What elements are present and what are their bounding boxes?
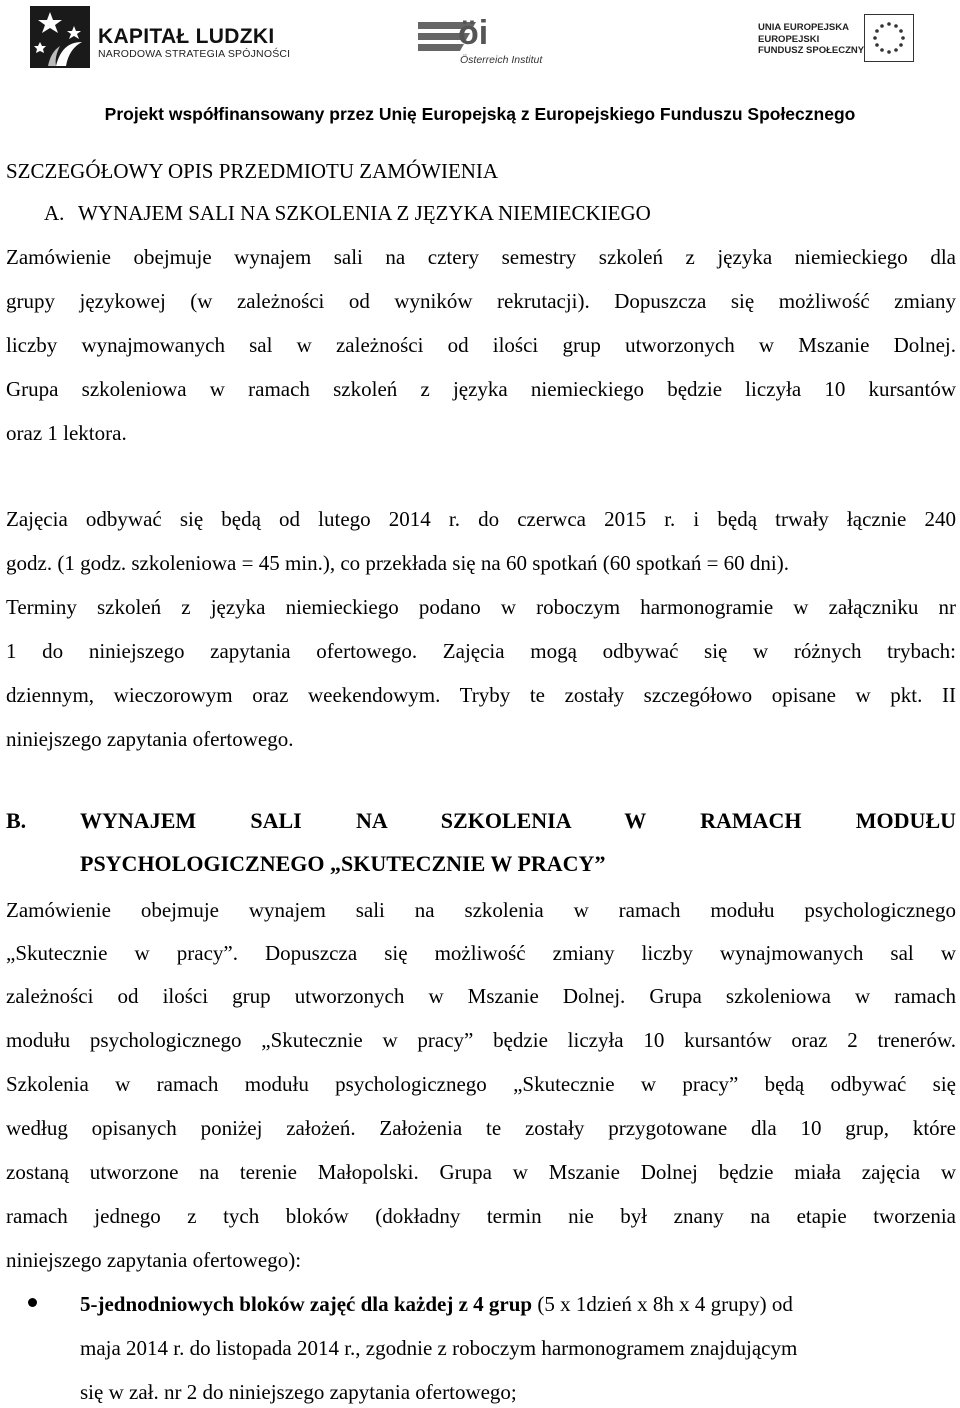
- para-a2-line: Terminy szkoleń z języka niemieckiego podano w roboczym harmonogramie w załączniku nr: [6, 595, 956, 619]
- para-a1-line: liczby wynajmowanych sal w zależności od ilości grup utworzonych w Mszanie Dolnej.: [6, 333, 956, 357]
- para-b1-line: zależności od ilości grup utworzonych w Mszanie Dolnej. Grupa szkoleniowa w ramach: [6, 984, 956, 1008]
- eu-logo: [758, 14, 918, 70]
- eu-line-1: UNIA EUROPEJSKA: [758, 22, 849, 33]
- kapital-ludzki-emblem-icon: [30, 6, 92, 70]
- document-title: SZCZEGÓŁOWY OPIS PRZEDMIOTU ZAMÓWIENIA: [6, 159, 499, 183]
- eu-flag-icon: [864, 14, 914, 62]
- para-b1-line: „Skutecznie w pracy”. Dopuszcza się możliwość zmiany liczby wynajmowanych sal w: [6, 941, 956, 965]
- para-b1-line: zostaną utworzone na terenie Małopolski. Grupa w Mszanie Dolnej będzie miała zajęcia w: [6, 1160, 956, 1184]
- para-a2-line: godz. (1 godz. szkoleniowa = 45 min.), co przekłada się na 60 spotkań (60 spotkań = 60 dni).: [6, 551, 790, 575]
- osterreich-institut-logo: [418, 14, 578, 66]
- kapital-ludzki-subtitle: NARODOWA STRATEGIA SPÓJNOŚCI: [98, 48, 291, 60]
- para-a1-line: grupy językowej (w zależności od wyników rekrutacji). Dopuszcza się możliwość zmiany: [6, 289, 956, 313]
- bullet-icon: [28, 1298, 37, 1307]
- eu-line-2: EUROPEJSKI: [758, 33, 820, 45]
- section-b-heading-cont: PSYCHOLOGICZNEGO „SKUTECZNIE W PRACY”: [80, 851, 606, 876]
- para-a2-line: 1 do niniejszego zapytania ofertowego. Zajęcia mogą odbywać się w różnych trybach:: [6, 639, 956, 663]
- bullet-bold-text: 5-jednodniowych bloków zajęć dla każdej z 4 grup: [80, 1292, 533, 1316]
- section-a-label: A.: [44, 201, 65, 225]
- para-b1-line: ramach jednego z tych bloków (dokładny termin nie był znany na etapie tworzenia: [6, 1204, 956, 1228]
- bullet-item-line: maja 2014 r. do listopada 2014 r., zgodnie z roboczym harmonogramem znajdującym: [80, 1336, 798, 1360]
- bullet-text: (5 x 1dzień x 8h x 4 grupy) od: [532, 1292, 793, 1316]
- para-a1-line: oraz 1 lektora.: [6, 421, 127, 445]
- section-a-title: WYNAJEM SALI NA SZKOLENIA Z JĘZYKA NIEMIECKIEGO: [78, 201, 651, 225]
- para-a2-line: dziennym, wieczorowym oraz weekendowym. Tryby te zostały szczegółowo opisane w pkt. II: [6, 683, 956, 707]
- kapital-ludzki-logo: [30, 6, 291, 70]
- para-b1-line: niniejszego zapytania ofertowego):: [6, 1248, 302, 1272]
- para-b1-line: modułu psychologicznego „Skutecznie w pracy” będzie liczyła 10 kursantów oraz 2 trenerów.: [6, 1028, 956, 1052]
- para-a2-line: niniejszego zapytania ofertowego.: [6, 727, 294, 751]
- kapital-ludzki-title: KAPITAŁ LUDZKI: [98, 25, 275, 48]
- oi-institute-name: Österreich Institut: [460, 54, 543, 66]
- eu-line-3: FUNDUSZ SPOŁECZNY: [758, 45, 865, 56]
- section-b-heading: B. WYNAJEM SALI NA SZKOLENIA W RAMACH MODUŁU: [6, 808, 956, 833]
- para-a2-line: Zajęcia odbywać się będą od lutego 2014 r. do czerwca 2015 r. i będą trwały łącznie 240: [6, 507, 956, 531]
- para-b1-line: według opisanych poniżej założeń. Założenia te zostały przygotowane dla 10 grup, które: [6, 1116, 956, 1140]
- para-a1-line: Grupa szkoleniowa w ramach szkoleń z języka niemieckiego będzie liczyła 10 kursantów: [6, 377, 956, 401]
- logo-bar: [0, 0, 960, 96]
- para-b1-line: Szkolenia w ramach modułu psychologicznego „Skutecznie w pracy” będą odbywać się: [6, 1072, 956, 1096]
- para-a1-line: Zamówienie obejmuje wynajem sali na cztery semestry szkoleń z języka niemieckiego dla: [6, 245, 956, 269]
- para-b1-line: Zamówienie obejmuje wynajem sali na szkolenia w ramach modułu psychologicznego: [6, 898, 956, 922]
- cofinancing-note: Projekt współfinansowany przez Unię Europejską z Europejskiego Funduszu Społecznego: [104, 104, 856, 124]
- section-a-heading: [44, 201, 651, 226]
- bullet-item-line: [80, 1292, 956, 1317]
- oi-logo-text: öi: [458, 14, 489, 52]
- bullet-item-line: się w zał. nr 2 do niniejszego zapytania ofertowego;: [80, 1380, 517, 1404]
